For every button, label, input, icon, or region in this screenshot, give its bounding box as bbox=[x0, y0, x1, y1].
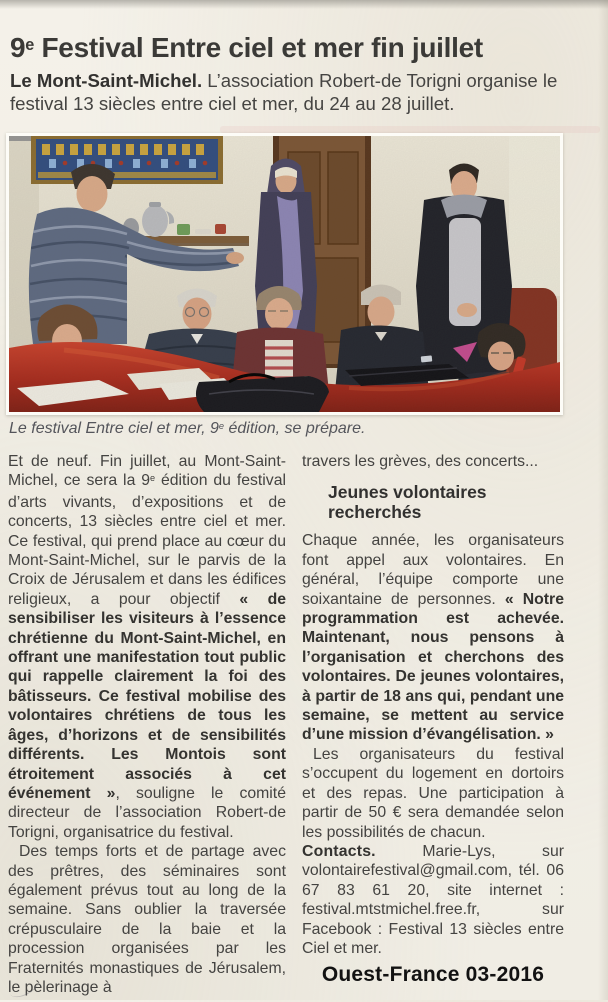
column-left bbox=[8, 452, 286, 997]
paragraph-intro: Et de neuf. Fin juillet, au Mont-Saint-Michel, ce sera la 9e édition du festival d’arts vivants, d’expositions et de concerts, 13 siècles entre ciel et mer. Ce festival, qui prend place au cœur du Mont-Saint-Michel, sur le parvis de la Croix de Jérusalem et dans les édifices religieux, a pour objectif « de sensibiliser les visiteurs à l’essence chrétienne du Mont-Saint-Michel, en offrant une manifestation tout public qui rappelle clairement la foi des bâtisseurs. Ce festival mobilise des volontaires chrétiens de tous les âges, d’horizons et de sensibilités différents. Les Montois sont étroitement associés à cet événement », souligne le comité directeur de l’association Robert-de Torigni, organisatrice du festival. bbox=[8, 453, 287, 841]
paragraph-volunteers: Chaque année, les organisateurs font appel aux volontaires. En général, l’équipe comporte une soixantaine de personnes. « Notre programmation est achevée. Maintenant, nous pensons à l’organisation et cherchons des volontaires. De jeunes volontaires, à partir de 18 ans qui, pendant une semaine, se mettent au service d’une mission d’évangélisation. » bbox=[302, 532, 564, 744]
contacts-label: Contacts. bbox=[302, 842, 376, 860]
paragraph-contacts: Contacts. Marie-Lys, sur volontairefestival@gmail.com, tél. 06 67 83 61 20, site internet : festival.mtstmichel.free.fr, sur Facebook : Festival 13 siècles entre Ciel et mer. bbox=[302, 842, 564, 957]
article-body bbox=[8, 452, 564, 997]
paragraph-continuation: travers les grèves, des concerts... bbox=[302, 453, 539, 470]
photo-grain bbox=[9, 136, 560, 412]
photo-caption: Le festival Entre ciel et mer, 9e édition, se prépare. bbox=[9, 420, 366, 437]
bold-quote: « Notre programmation est achevée. Maintenant, nous pensons à l’organisation et cherchons des volontaires. De jeunes volontaires, à partir de 18 ans qui, pendant une semaine, se mettent au service d’une mission d’évangélisation. » bbox=[302, 590, 564, 744]
photo-illustration bbox=[9, 136, 560, 412]
scan-edge-right bbox=[598, 0, 608, 1000]
scan-tint-artifact bbox=[220, 126, 600, 133]
scan-edge-shadow bbox=[0, 0, 608, 9]
bold-quote: « de sensibiliser les visiteurs à l’essence chrétienne du Mont-Saint-Michel, en offrant une manifestation tout public qui rappelle clairement la foi des bâtisseurs. Ce festival mobilise des volontaires chrétiens de tous les âges, d’horizons et de sensibilités différents. Les Montois sont étroitement associés à cet événement » bbox=[8, 590, 286, 802]
source-credit: Ouest-France 03-2016 bbox=[321, 963, 545, 987]
lede: Le Mont-Saint-Michel. L’association Robert-de Torigni organise le festival 13 siècles entre ciel et mer, du 24 au 28 juillet. bbox=[10, 70, 558, 114]
lede-location: Le Mont-Saint-Michel. bbox=[10, 70, 203, 91]
article-photo bbox=[6, 133, 563, 415]
paragraph-program: Des temps forts et de partage avec des prêtres, des séminaires sont également prévus tout au long de la semaine. Sans oublier la traversée crépusculaire de la baie et la procession organisées par les Fraternités monastiques de Jérusalem, le pèlerinage à bbox=[8, 843, 286, 996]
subhead-volunteers: Jeunes volontaires recherchés bbox=[328, 482, 487, 522]
paragraph-lodging: Les organisateurs du festival s’occupent du logement en dortoirs et des repas. Une participation à partir de 50 € sera demandée selon les possibilités de chacun. bbox=[302, 745, 564, 841]
column-right bbox=[302, 452, 564, 997]
headline: 9e Festival Entre ciel et mer fin juillet bbox=[10, 32, 483, 63]
